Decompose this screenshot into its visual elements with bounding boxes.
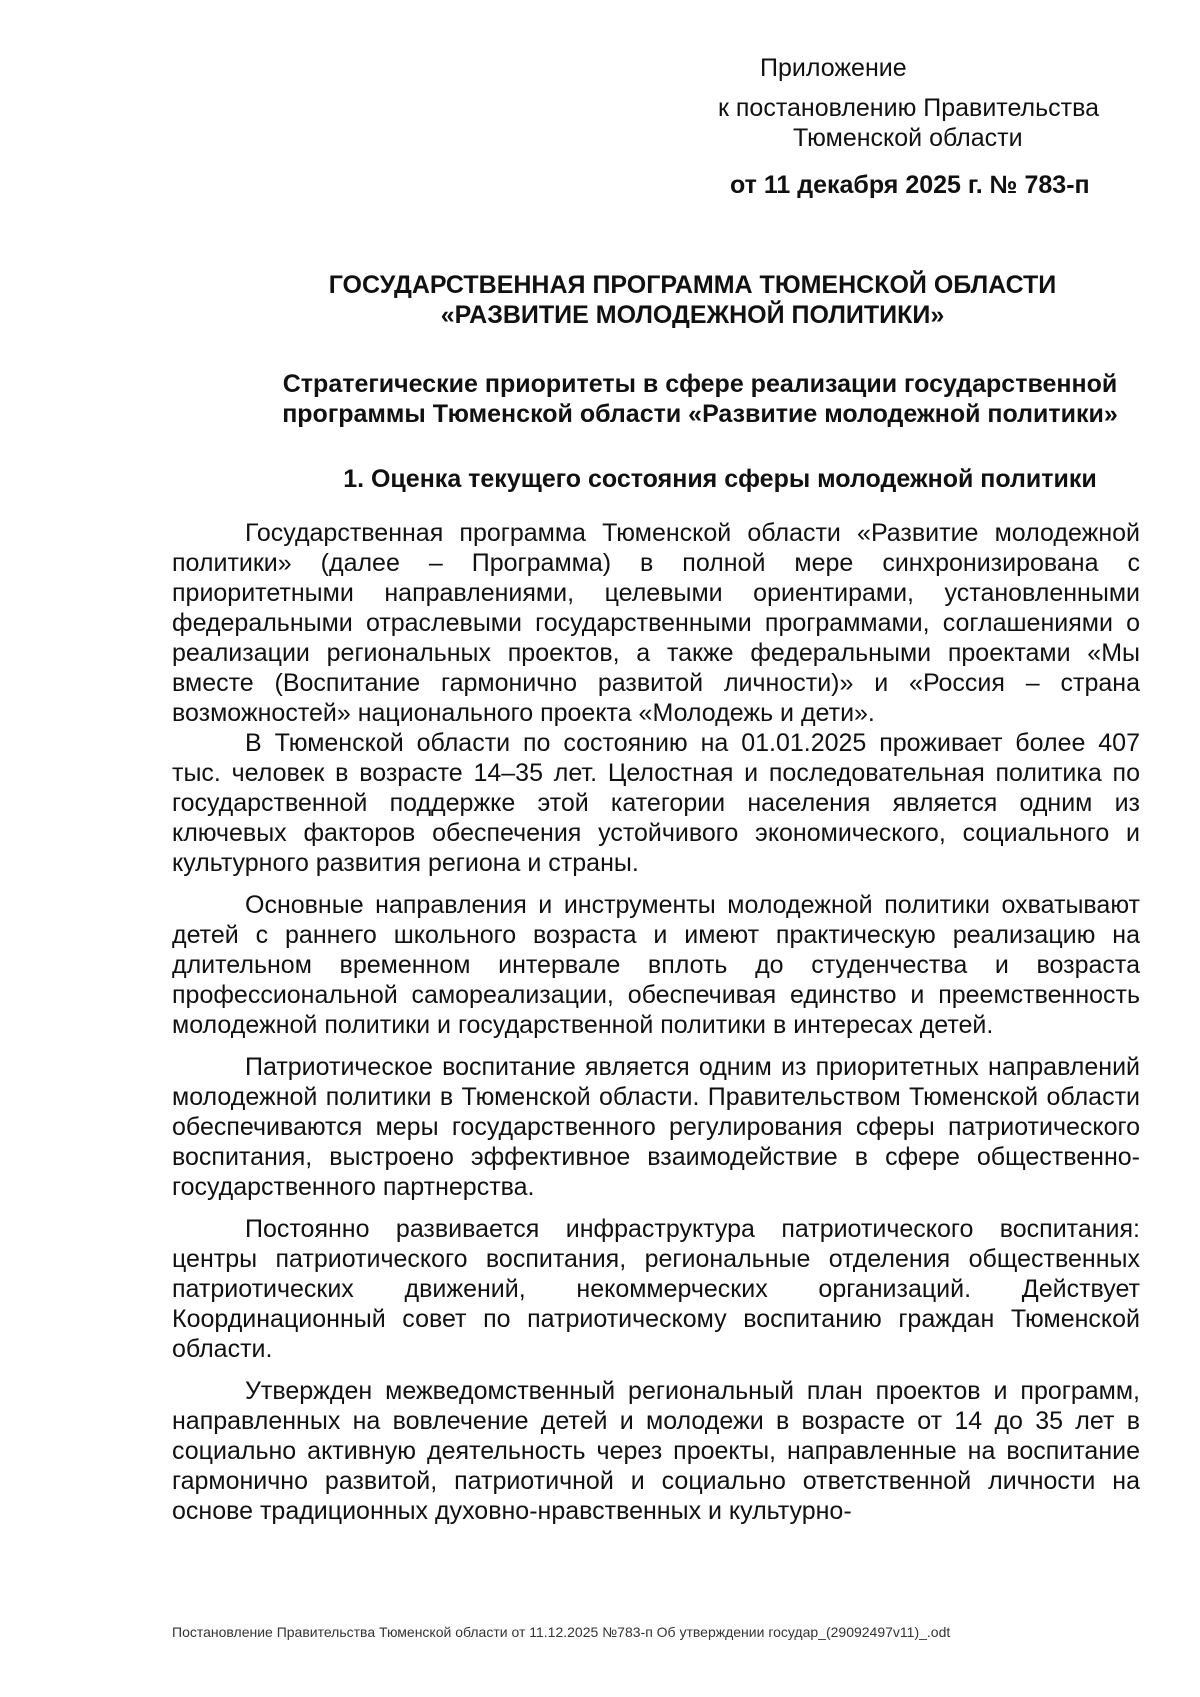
paragraph-main-directions: Основные направления и инструменты молодежной политики охватывают детей с раннего школьного возраста и имеют практическую реализацию на длительном временном интервале вплоть до студенчества и возраста профессиональной самореализации, обеспечивая единство и преемственность молодежной политики и государственной политики в интересах детей. [172,891,1140,1039]
paragraph-program-sync: Государственная программа Тюменской области «Развитие молодежной политики» (далее – Программа) в полной мере синхронизирована с приоритетными направлениями, целевыми ориентирами, установленными федеральными отраслевыми государственными программами, соглашениями о реализации региональных проектов, а также федеральными проектами «Мы вместе (Воспитание гармонично развитой личности)» и «Россия – страна возможностей» национального проекта «Молодежь и дети». [172,519,1140,727]
document-body [172,518,1140,1526]
resolution-date-number: от 11 декабря 2025 г. № 783-п [730,171,1090,199]
appendix-label: Приложение [760,54,907,82]
priorities-heading-line2: программы Тюменской области «Развитие молодежной политики» [282,400,1118,428]
program-title-line1: ГОСУДАРСТВЕННАЯ ПРОГРАММА ТЮМЕНСКОЙ ОБЛАСТИ [328,271,1057,299]
priorities-heading-line1: Стратегические приоритеты в сфере реализации государственной [282,370,1118,398]
program-title-line2: «РАЗВИТИЕ МОЛОДЕЖНОЙ ПОЛИТИКИ» [440,301,945,329]
resolution-reference-line2: Тюменской области [793,124,1023,152]
document-footer: Постановление Правительства Тюменской области от 11.12.2025 №783-п Об утверждении государ_(29092497v11)_.odt [172,1624,951,1640]
paragraph-infrastructure: Постоянно развивается инфраструктура патриотического воспитания: центры патриотического воспитания, региональные отделения общественных патриотических движений, некоммерческих организаций. Действует Координационный совет по патриотическому воспитанию граждан Тюменской области. [172,1215,1140,1363]
paragraph-youth-population: В Тюменской области по состоянию на 01.01.2025 проживает более 407 тыс. человек в возрасте 14–35 лет. Целостная и последовательная политика по государственной поддержке этой категории населения является одним из ключевых факторов обеспечения устойчивого экономического, социального и культурного развития региона и страны. [172,729,1140,877]
paragraph-patriotic-education: Патриотическое воспитание является одним из приоритетных направлений молодежной политики в Тюменской области. Правительством Тюменской области обеспечиваются меры государственного регулирования сферы патриотического воспитания, выстроено эффективное взаимодействие в сфере общественно-государственного партнерства. [172,1053,1140,1201]
resolution-reference-line1: к постановлению Правительства [718,94,1100,122]
section-heading: 1. Оценка текущего состояния сферы молодежной политики [343,465,1097,493]
paragraph-interagency-plan: Утвержден межведомственный региональный план проектов и программ, направленных на вовлечение детей и молодежи в возрасте от 14 до 35 лет в социально активную деятельность через проекты, направленные на воспитание гармонично развитой, патриотичной и социально ответственной личности на основе традиционных духовно-нравственных и культурно- [172,1377,1140,1525]
